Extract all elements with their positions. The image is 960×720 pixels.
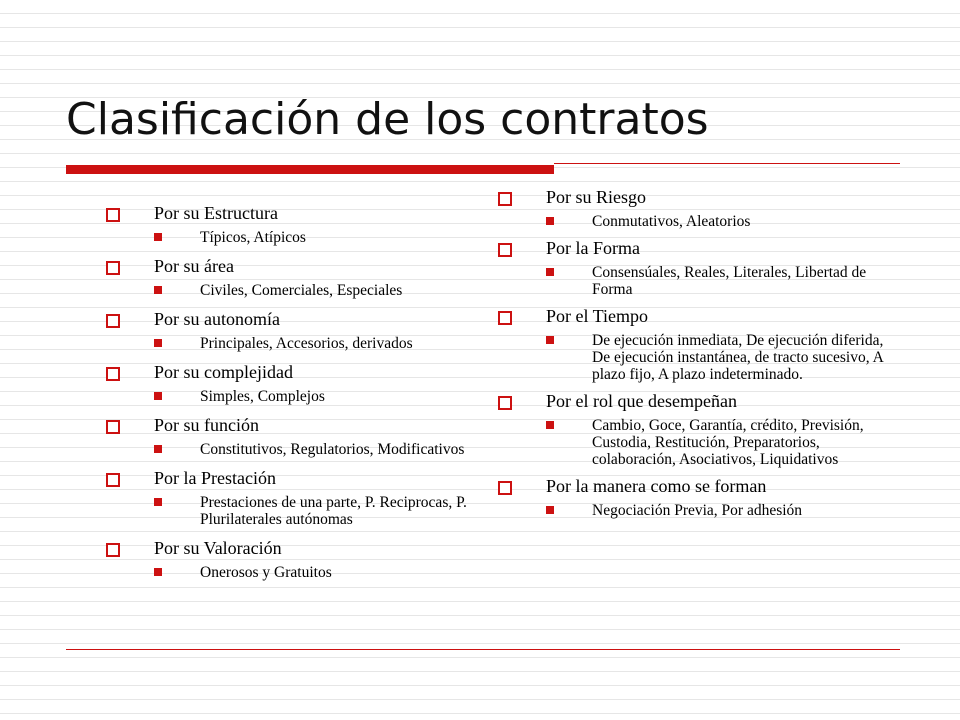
hollow-square-bullet-icon: [498, 481, 512, 495]
sub-item: [154, 229, 486, 246]
filled-square-bullet-icon: [154, 233, 162, 241]
category-forma: [498, 238, 898, 298]
category-tiempo: [498, 306, 898, 383]
sub-item-text: De ejecución inmediata, De ejecución diferida, De ejecución instantánea, de tracto sucesivo, A plazo fijo, A plazo indeterminado.: [592, 332, 884, 383]
sub-item: [154, 335, 486, 352]
sub-item: [154, 564, 486, 581]
category-autonomia: [106, 309, 486, 352]
category-funcion: [106, 415, 486, 458]
sub-item: [546, 213, 898, 230]
filled-square-bullet-icon: [154, 392, 162, 400]
category-heading: Por su complejidad: [154, 362, 293, 382]
sub-item-text: Conmutativos, Aleatorios: [592, 213, 751, 230]
hollow-square-bullet-icon: [106, 367, 120, 381]
filled-square-bullet-icon: [546, 268, 554, 276]
category-heading: Por la Forma: [546, 238, 640, 258]
filled-square-bullet-icon: [546, 336, 554, 344]
hollow-square-bullet-icon: [106, 208, 120, 222]
hollow-square-bullet-icon: [498, 192, 512, 206]
hollow-square-bullet-icon: [498, 396, 512, 410]
category-rol: [498, 391, 898, 468]
sub-item-text: Onerosos y Gratuitos: [200, 564, 332, 581]
sub-item-text: Simples, Complejos: [200, 388, 325, 405]
category-valoracion: [106, 538, 486, 581]
sub-item-text: Típicos, Atípicos: [200, 229, 306, 246]
category-heading: Por el rol que desempeñan: [546, 391, 737, 411]
sub-item-text: Negociación Previa, Por adhesión: [592, 502, 803, 519]
filled-square-bullet-icon: [546, 217, 554, 225]
filled-square-bullet-icon: [154, 286, 162, 294]
category-estructura: [106, 203, 486, 246]
sub-item: [546, 332, 898, 383]
category-heading: Por su autonomía: [154, 309, 280, 329]
sub-item-text: Constitutivos, Regulatorios, Modificativos: [200, 441, 465, 458]
category-manera: [498, 476, 898, 519]
hollow-square-bullet-icon: [498, 311, 512, 325]
sub-item-text: Civiles, Comerciales, Especiales: [200, 282, 403, 299]
right-column: [498, 187, 898, 527]
hollow-square-bullet-icon: [106, 543, 120, 557]
category-area: [106, 256, 486, 299]
filled-square-bullet-icon: [154, 339, 162, 347]
hollow-square-bullet-icon: [106, 420, 120, 434]
sub-item-text: Consensúales, Reales, Literales, Libertad de Forma: [592, 264, 867, 298]
filled-square-bullet-icon: [154, 445, 162, 453]
hollow-square-bullet-icon: [106, 473, 120, 487]
category-heading: Por el Tiempo: [546, 306, 649, 326]
category-heading: Por su función: [154, 415, 259, 435]
sub-item: [154, 494, 486, 528]
slide-title: Clasificación de los contratos: [66, 94, 709, 145]
sub-item: [546, 502, 898, 519]
footer-rule: [66, 649, 900, 650]
category-complejidad: [106, 362, 486, 405]
sub-item: [154, 441, 486, 458]
title-underline-thick: [66, 165, 554, 174]
category-heading: Por su Riesgo: [546, 187, 647, 207]
hollow-square-bullet-icon: [106, 261, 120, 275]
category-heading: Por su Valoración: [154, 538, 282, 558]
sub-item: [154, 388, 486, 405]
filled-square-bullet-icon: [546, 506, 554, 514]
hollow-square-bullet-icon: [106, 314, 120, 328]
filled-square-bullet-icon: [546, 421, 554, 429]
title-underline-thin: [554, 163, 900, 164]
category-heading: Por su Estructura: [154, 203, 278, 223]
category-heading: Por la Prestación: [154, 468, 276, 488]
category-heading: Por la manera como se forman: [546, 476, 767, 496]
category-heading: Por su área: [154, 256, 234, 276]
left-column: [106, 203, 486, 591]
sub-item: [546, 264, 898, 298]
category-riesgo: [498, 187, 898, 230]
sub-item: [546, 417, 898, 468]
sub-item-text: Cambio, Goce, Garantía, crédito, Previsión, Custodia, Restitución, Preparatorios, colaboración, Asociativos, Liquidativos: [592, 417, 864, 468]
sub-item-text: Prestaciones de una parte, P. Reciprocas, P. Plurilaterales autónomas: [200, 494, 467, 528]
filled-square-bullet-icon: [154, 568, 162, 576]
filled-square-bullet-icon: [154, 498, 162, 506]
hollow-square-bullet-icon: [498, 243, 512, 257]
sub-item: [154, 282, 486, 299]
sub-item-text: Principales, Accesorios, derivados: [200, 335, 413, 352]
category-prestacion: [106, 468, 486, 528]
